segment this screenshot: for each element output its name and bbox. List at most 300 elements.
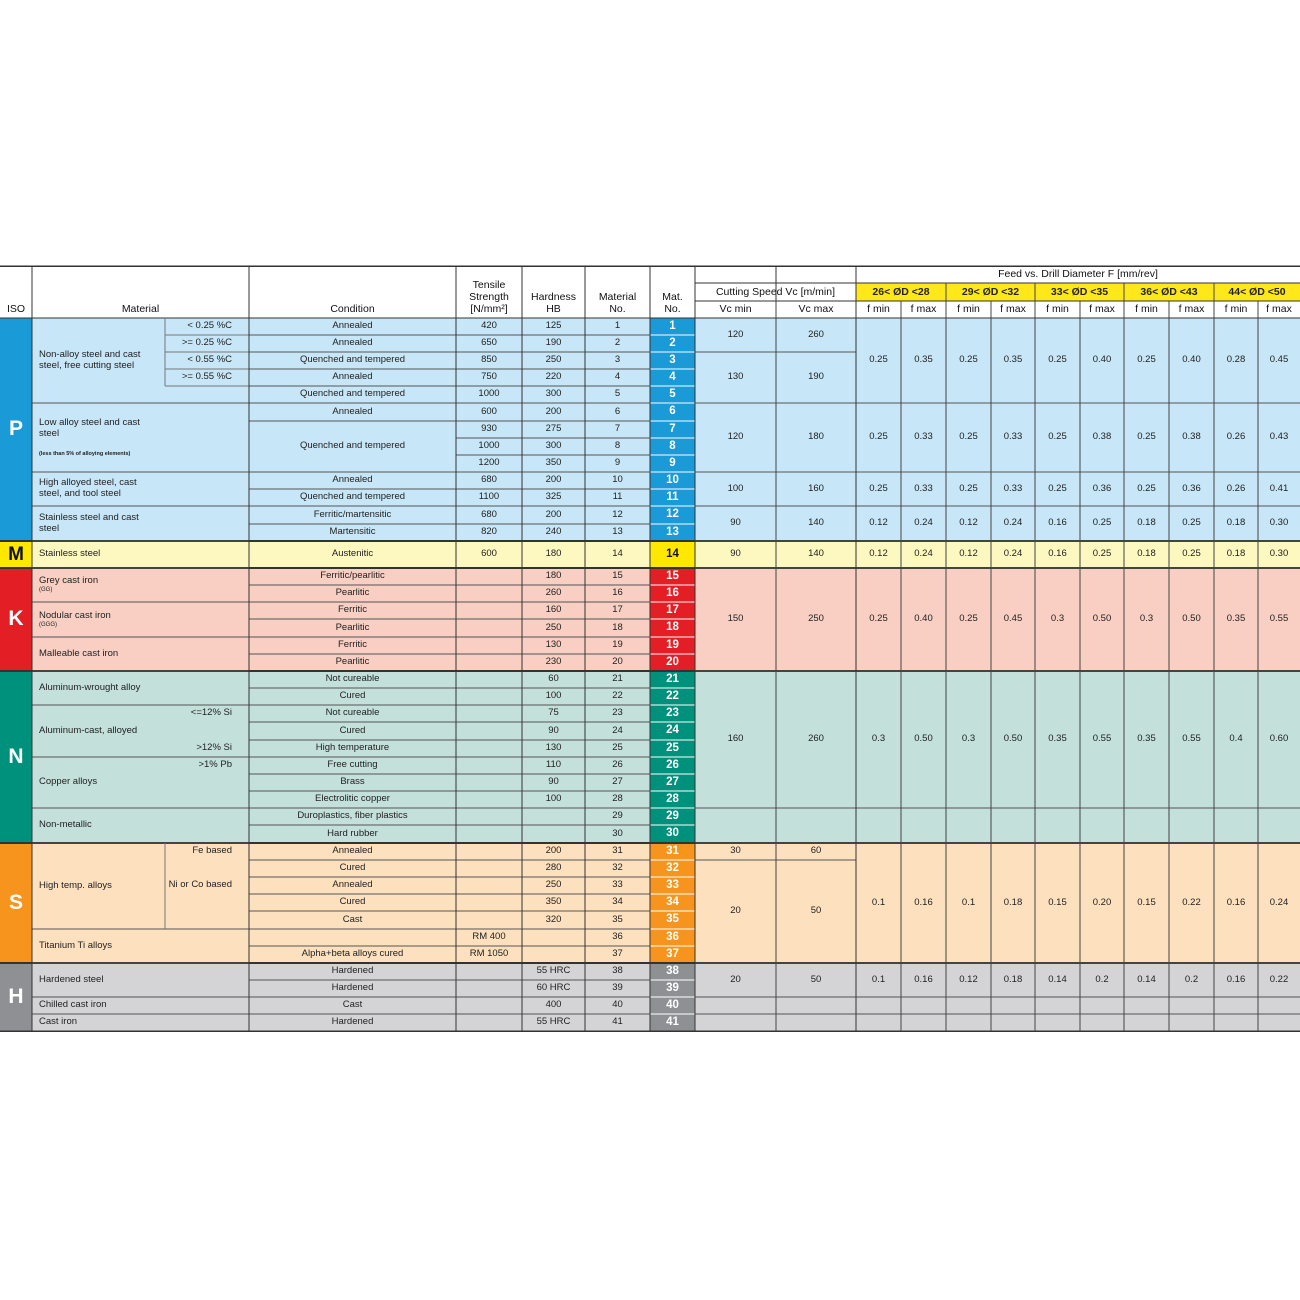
hardness-cell: 200 bbox=[545, 845, 562, 857]
f-min-cell: 0.1 bbox=[871, 896, 886, 908]
f-min-cell: 0.18 bbox=[1226, 517, 1246, 529]
vc-min-cell: 120 bbox=[727, 431, 744, 443]
condition-cell: Cured bbox=[339, 724, 366, 736]
f-min-cell: 0.25 bbox=[1137, 431, 1156, 443]
f-min-cell: 0.28 bbox=[1226, 354, 1246, 366]
f-max-cell: 0.24 bbox=[914, 517, 933, 529]
tensile-strength-cell: 650 bbox=[481, 337, 497, 349]
hardness-cell: 200 bbox=[545, 405, 562, 417]
material-cell bbox=[32, 808, 160, 843]
material-cell bbox=[32, 637, 249, 671]
mat-no-badge: 3 bbox=[650, 352, 695, 369]
f-max-cell: 0.24 bbox=[1269, 896, 1289, 908]
f-min-cell: 0.12 bbox=[869, 548, 888, 560]
material-no-cell: 29 bbox=[612, 810, 623, 822]
f-min-cell: 0.25 bbox=[869, 431, 888, 443]
f-min-cell: 0.12 bbox=[959, 548, 978, 560]
mat-no-badge: 18 bbox=[650, 619, 695, 637]
mat-no-badge: 38 bbox=[650, 963, 695, 980]
material-label: Aluminum-cast, alloyed bbox=[39, 724, 138, 736]
material-label: Non-metallic bbox=[39, 819, 92, 831]
sub-condition: >= 0.55 %C bbox=[181, 371, 232, 383]
f-min-cell: 0.18 bbox=[1137, 517, 1156, 529]
vc-min-cell: 90 bbox=[730, 517, 741, 529]
header-f-min: f min bbox=[957, 303, 980, 316]
header-f-min: f min bbox=[1046, 303, 1069, 316]
condition-cell: Hard rubber bbox=[327, 827, 378, 839]
vc-max-cell: 180 bbox=[808, 431, 824, 443]
material-no-cell: 30 bbox=[612, 827, 623, 839]
vc-min-cell: 150 bbox=[727, 613, 744, 625]
mat-no-badge: 19 bbox=[650, 637, 695, 654]
f-min-cell: 0.35 bbox=[1226, 613, 1246, 625]
f-max-cell: 0.33 bbox=[1003, 482, 1023, 494]
mat-no-badge: 10 bbox=[650, 472, 695, 489]
material-label: Chilled cast iron bbox=[39, 999, 107, 1011]
f-min-cell: 0.3 bbox=[871, 733, 886, 745]
hardness-cell: 180 bbox=[545, 548, 562, 560]
vc-max-cell: 260 bbox=[808, 733, 824, 745]
material-no-cell: 14 bbox=[612, 548, 623, 560]
header-feed: Feed vs. Drill Diameter F [mm/rev] bbox=[998, 268, 1158, 281]
f-min-cell: 0.3 bbox=[1139, 613, 1154, 625]
hardness-cell: 60 bbox=[548, 673, 559, 685]
material-label: Grey cast iron bbox=[39, 575, 99, 587]
vc-min-cell: 160 bbox=[727, 733, 744, 745]
f-max-cell: 0.18 bbox=[1003, 973, 1023, 985]
mat-no-badge: 28 bbox=[650, 791, 695, 808]
header-f-max: f max bbox=[1000, 303, 1026, 316]
condition-cell: Quenched and tempered bbox=[299, 354, 406, 366]
material-label: Stainless steel bbox=[39, 548, 101, 560]
hardness-cell: 300 bbox=[545, 388, 562, 400]
tensile-strength-cell: 1000 bbox=[478, 440, 500, 452]
vc-min-cell: 130 bbox=[727, 371, 744, 383]
material-cell bbox=[32, 602, 249, 637]
material-label: High temp. alloys bbox=[39, 879, 112, 891]
mat-no-badge: 8 bbox=[650, 438, 695, 455]
material-no-cell: 1 bbox=[614, 320, 621, 332]
f-max-cell: 0.22 bbox=[1269, 973, 1289, 985]
vc-max-cell: 50 bbox=[810, 905, 822, 917]
header-diameter-range: 29< ØD <32 bbox=[946, 283, 1035, 301]
f-max-cell: 0.2 bbox=[1095, 973, 1109, 985]
condition-cell: Martensitic bbox=[329, 526, 376, 538]
material-label: High alloyed steel, cast steel, and tool steel bbox=[39, 477, 137, 499]
hardness-cell: 160 bbox=[545, 604, 562, 616]
f-min-cell: 0.3 bbox=[1050, 613, 1065, 625]
header-condition: Condition bbox=[330, 302, 375, 315]
tensile-strength-cell: 420 bbox=[481, 320, 497, 332]
f-max-cell: 0.16 bbox=[914, 973, 933, 985]
mat-no-badge: 21 bbox=[650, 671, 695, 688]
hardness-cell: 275 bbox=[545, 423, 562, 435]
mat-no-badge: 22 bbox=[650, 688, 695, 705]
f-max-cell: 0.36 bbox=[1092, 482, 1112, 494]
hardness-cell: 200 bbox=[545, 508, 562, 520]
header-cutting-speed: Cutting Speed Vc [m/min] bbox=[715, 285, 836, 298]
material-label: Hardened steel bbox=[39, 973, 104, 985]
f-max-cell: 0.18 bbox=[1003, 896, 1023, 908]
f-max-cell: 0.60 bbox=[1269, 733, 1289, 745]
header-vc-min: Vc min bbox=[719, 303, 752, 316]
header-tensile-strength bbox=[456, 266, 522, 318]
sub-condition: >12% Si bbox=[196, 742, 232, 754]
f-min-cell: 0.25 bbox=[869, 354, 888, 366]
material-no-cell: 28 bbox=[612, 793, 623, 805]
f-max-cell: 0.25 bbox=[1182, 548, 1201, 560]
hardness-cell: 325 bbox=[545, 491, 562, 503]
material-no-cell: 40 bbox=[612, 999, 623, 1011]
material-no-cell: 23 bbox=[612, 707, 623, 719]
f-max-cell: 0.55 bbox=[1182, 733, 1201, 745]
vc-min-cell: 20 bbox=[730, 905, 741, 917]
hardness-cell: 280 bbox=[545, 862, 562, 874]
material-no-cell: 18 bbox=[612, 621, 623, 633]
header-diameter-range: 44< ØD <50 bbox=[1214, 283, 1300, 301]
condition-cell: Hardened bbox=[331, 1016, 374, 1028]
f-min-cell: 0.25 bbox=[1137, 354, 1156, 366]
condition-cell: Annealed bbox=[332, 474, 373, 486]
material-cell bbox=[32, 705, 160, 757]
header-f-max: f max bbox=[1178, 303, 1205, 316]
f-max-cell: 0.40 bbox=[1092, 354, 1112, 366]
header-f-max: f max bbox=[1266, 303, 1292, 316]
f-min-cell: 0.1 bbox=[961, 896, 976, 908]
header-mat-no: Mat. No. bbox=[662, 290, 683, 315]
vc-max-cell: 140 bbox=[808, 517, 824, 529]
hardness-cell: 220 bbox=[545, 371, 562, 383]
material-note: (less than 5% of alloying elements) bbox=[39, 450, 131, 457]
condition-cell: Not cureable bbox=[325, 673, 380, 685]
f-max-cell: 0.22 bbox=[1182, 896, 1201, 908]
material-no-cell: 20 bbox=[612, 656, 623, 668]
tensile-strength-cell: 1100 bbox=[478, 491, 500, 503]
material-no-cell: 3 bbox=[614, 354, 621, 366]
header-tensile-text: Tensile Strength [N/mm²] bbox=[469, 278, 509, 315]
tensile-strength-cell: 1200 bbox=[478, 457, 500, 469]
f-min-cell: 0.25 bbox=[959, 431, 978, 443]
f-min-cell: 0.12 bbox=[959, 973, 978, 985]
header-material: Material bbox=[121, 302, 160, 315]
mat-no-badge: 32 bbox=[650, 860, 695, 877]
material-no-cell: 37 bbox=[612, 948, 623, 960]
material-no-cell: 33 bbox=[612, 879, 623, 891]
hardness-cell: 130 bbox=[545, 639, 562, 651]
f-min-cell: 0.25 bbox=[1048, 431, 1067, 443]
mat-no-badge: 30 bbox=[650, 825, 695, 843]
material-no-cell: 12 bbox=[612, 508, 623, 520]
hardness-cell: 110 bbox=[545, 759, 562, 771]
material-no-cell: 11 bbox=[612, 491, 623, 503]
condition-cell: Quenched and tempered bbox=[299, 491, 406, 503]
material-no-cell: 41 bbox=[612, 1016, 623, 1028]
material-cell bbox=[32, 671, 249, 705]
condition-cell: Cured bbox=[339, 896, 366, 908]
material-no-cell: 19 bbox=[612, 639, 623, 651]
mat-no-badge: 41 bbox=[650, 1014, 695, 1031]
material-no-cell: 24 bbox=[612, 724, 623, 736]
material-no-cell: 35 bbox=[612, 913, 623, 925]
condition-cell: Not cureable bbox=[325, 707, 380, 719]
tensile-strength-cell: 750 bbox=[481, 371, 497, 383]
material-no-cell: 22 bbox=[612, 690, 623, 702]
vc-min-cell: 90 bbox=[730, 548, 741, 560]
hardness-cell: 400 bbox=[545, 999, 562, 1011]
condition-cell: Cured bbox=[339, 862, 366, 874]
f-max-cell: 0.38 bbox=[1182, 431, 1201, 443]
vc-max-cell: 50 bbox=[810, 973, 822, 985]
material-cell bbox=[32, 506, 160, 541]
material-no-cell: 34 bbox=[612, 896, 623, 908]
condition-cell: Ferritic bbox=[337, 639, 368, 651]
f-max-cell: 0.35 bbox=[1003, 354, 1023, 366]
f-min-cell: 0.18 bbox=[1226, 548, 1246, 560]
condition-cell: Annealed bbox=[332, 320, 373, 332]
material-cell bbox=[32, 568, 249, 602]
f-max-cell: 0.33 bbox=[1003, 431, 1023, 443]
mat-no-badge: 34 bbox=[650, 894, 695, 911]
f-min-cell: 0.12 bbox=[869, 517, 888, 529]
hardness-cell: 190 bbox=[545, 337, 562, 349]
material-cell bbox=[32, 963, 249, 997]
tensile-strength-cell: 600 bbox=[481, 405, 497, 417]
sub-condition: < 0.25 %C bbox=[187, 320, 232, 332]
f-max-cell: 0.24 bbox=[1003, 548, 1023, 560]
f-max-cell: 0.40 bbox=[1182, 354, 1201, 366]
mat-no-badge: 14 bbox=[650, 541, 695, 568]
tensile-strength-cell: 930 bbox=[481, 423, 497, 435]
header-f-min: f min bbox=[1135, 303, 1158, 316]
f-max-cell: 0.25 bbox=[1182, 517, 1201, 529]
hardness-cell: 180 bbox=[545, 570, 562, 582]
material-no-cell: 38 bbox=[612, 965, 623, 977]
f-max-cell: 0.36 bbox=[1182, 482, 1201, 494]
condition-cell: Quenched and tempered bbox=[299, 388, 406, 400]
condition-cell: Alpha+beta alloys cured bbox=[301, 948, 404, 960]
f-min-cell: 0.14 bbox=[1048, 973, 1067, 985]
condition-cell: Hardened bbox=[331, 965, 374, 977]
hardness-cell: 100 bbox=[545, 690, 562, 702]
hardness-cell: 90 bbox=[548, 776, 559, 788]
hardness-cell: 250 bbox=[545, 354, 562, 366]
vc-max-cell: 190 bbox=[808, 371, 824, 383]
f-min-cell: 0.25 bbox=[959, 482, 978, 494]
tensile-strength-cell: 1000 bbox=[478, 388, 500, 400]
f-max-cell: 0.30 bbox=[1269, 548, 1289, 560]
mat-no-badge: 40 bbox=[650, 997, 695, 1014]
mat-no-badge: 37 bbox=[650, 946, 695, 963]
mat-no-badge: 7 bbox=[650, 421, 695, 438]
condition-cell: Hardened bbox=[331, 982, 374, 994]
material-label: Low alloy steel and cast steel bbox=[39, 416, 140, 439]
condition-cell: Pearlitic bbox=[335, 587, 370, 599]
material-cell bbox=[32, 843, 160, 929]
f-min-cell: 0.16 bbox=[1226, 973, 1246, 985]
f-min-cell: 0.25 bbox=[869, 613, 888, 625]
mat-no-badge: 27 bbox=[650, 774, 695, 791]
material-cell bbox=[32, 997, 249, 1014]
material-no-cell: 6 bbox=[614, 405, 621, 417]
iso-group-k: K bbox=[0, 568, 32, 671]
f-max-cell: 0.45 bbox=[1269, 354, 1289, 366]
header-f-max: f max bbox=[1089, 303, 1115, 316]
material-no-cell: 15 bbox=[612, 570, 623, 582]
iso-group-m: M bbox=[0, 541, 32, 568]
hardness-cell: 125 bbox=[545, 320, 562, 332]
sub-condition: >= 0.25 %C bbox=[181, 337, 232, 349]
material-no-cell: 17 bbox=[612, 604, 623, 616]
iso-group-h: H bbox=[0, 963, 32, 1031]
hardness-cell: 240 bbox=[545, 526, 562, 538]
material-label: Stainless steel and cast steel bbox=[39, 511, 139, 534]
material-cell bbox=[32, 929, 249, 963]
condition-cell: Annealed bbox=[332, 879, 373, 891]
vc-max-cell: 250 bbox=[808, 613, 824, 625]
mat-no-badge: 12 bbox=[650, 506, 695, 524]
iso-group-n: N bbox=[0, 671, 32, 843]
f-max-cell: 0.45 bbox=[1003, 613, 1023, 625]
mat-no-badge: 16 bbox=[650, 585, 695, 602]
f-min-cell: 0.35 bbox=[1048, 733, 1067, 745]
material-note: (GGG) bbox=[39, 621, 57, 628]
mat-no-badge: 4 bbox=[650, 369, 695, 386]
f-min-cell: 0.16 bbox=[1048, 548, 1067, 560]
f-max-cell: 0.41 bbox=[1269, 482, 1289, 494]
condition-cell: Quenched and tempered bbox=[299, 440, 406, 452]
header-f-max: f max bbox=[910, 303, 937, 316]
iso-group-p: P bbox=[0, 318, 32, 541]
material-label: Titanium Ti alloys bbox=[39, 939, 113, 951]
condition-cell: Free cutting bbox=[327, 759, 378, 771]
f-max-cell: 0.16 bbox=[914, 896, 933, 908]
mat-no-badge: 11 bbox=[650, 489, 695, 506]
header-iso: ISO bbox=[6, 302, 26, 315]
f-min-cell: 0.15 bbox=[1048, 896, 1067, 908]
header-vc-max: Vc max bbox=[798, 303, 834, 316]
material-no-cell: 13 bbox=[612, 526, 623, 538]
material-no-cell: 16 bbox=[612, 587, 623, 599]
f-max-cell: 0.25 bbox=[1092, 517, 1112, 529]
material-no-cell: 8 bbox=[614, 440, 621, 452]
condition-cell: Ferritic/pearlitic bbox=[320, 570, 385, 582]
condition-cell: Pearlitic bbox=[335, 656, 370, 668]
material-no-cell: 32 bbox=[612, 862, 623, 874]
material-label: Non-alloy steel and cast steel, free cutting steel bbox=[39, 348, 141, 371]
hardness-cell: 250 bbox=[545, 621, 562, 633]
f-min-cell: 0.25 bbox=[1137, 482, 1156, 494]
f-max-cell: 0.30 bbox=[1269, 517, 1289, 529]
condition-cell: Annealed bbox=[332, 845, 373, 857]
mat-no-badge: 9 bbox=[650, 455, 695, 472]
material-no-cell: 36 bbox=[612, 931, 623, 943]
hardness-cell: 60 HRC bbox=[536, 982, 571, 994]
hardness-cell: 250 bbox=[545, 879, 562, 891]
material-cell bbox=[32, 403, 160, 472]
f-min-cell: 0.16 bbox=[1226, 896, 1246, 908]
material-no-cell: 7 bbox=[614, 423, 621, 435]
mat-no-badge: 29 bbox=[650, 808, 695, 825]
mat-no-badge: 13 bbox=[650, 524, 695, 541]
f-min-cell: 0.16 bbox=[1048, 517, 1067, 529]
mat-no-badge: 6 bbox=[650, 403, 695, 421]
condition-cell: Duroplastics, fiber plastics bbox=[297, 810, 408, 822]
sub-condition: Ni or Co based bbox=[168, 879, 232, 891]
material-cell bbox=[32, 318, 160, 403]
f-max-cell: 0.33 bbox=[914, 482, 933, 494]
header-diameter-range: 33< ØD <35 bbox=[1035, 283, 1124, 301]
condition-cell: Cast bbox=[342, 913, 363, 925]
condition-cell: Annealed bbox=[332, 371, 373, 383]
f-min-cell: 0.25 bbox=[959, 354, 978, 366]
material-label: Nodular cast iron bbox=[39, 609, 111, 621]
mat-no-badge: 31 bbox=[650, 843, 695, 860]
material-no-cell: 4 bbox=[614, 371, 621, 383]
header-diameter-range: 26< ØD <28 bbox=[856, 283, 946, 301]
material-cell bbox=[32, 1014, 249, 1031]
hardness-cell: 230 bbox=[545, 656, 562, 668]
condition-cell: Austenitic bbox=[331, 548, 374, 560]
mat-no-badge: 35 bbox=[650, 911, 695, 929]
sub-condition: < 0.55 %C bbox=[187, 354, 232, 366]
f-min-cell: 0.1 bbox=[871, 973, 886, 985]
sub-condition: <=12% Si bbox=[190, 707, 232, 719]
vc-max-cell: 160 bbox=[808, 482, 824, 494]
mat-no-badge: 25 bbox=[650, 740, 695, 757]
f-max-cell: 0.20 bbox=[1092, 896, 1112, 908]
f-max-cell: 0.40 bbox=[914, 613, 933, 625]
f-max-cell: 0.25 bbox=[1092, 548, 1112, 560]
material-no-cell: 39 bbox=[612, 982, 623, 994]
material-label: Copper alloys bbox=[39, 776, 98, 788]
material-no-cell: 5 bbox=[614, 388, 621, 400]
mat-no-badge: 5 bbox=[650, 386, 695, 403]
material-no-cell: 9 bbox=[614, 457, 621, 469]
material-no-cell: 10 bbox=[612, 474, 623, 486]
condition-cell: High temperature bbox=[315, 742, 390, 754]
condition-cell: Annealed bbox=[332, 337, 373, 349]
f-min-cell: 0.25 bbox=[869, 482, 888, 494]
condition-cell: Ferritic/martensitic bbox=[313, 508, 392, 520]
material-label: Malleable cast iron bbox=[39, 647, 119, 659]
hardness-cell: 75 bbox=[548, 707, 559, 719]
material-no-cell: 21 bbox=[612, 673, 623, 685]
mat-no-badge: 26 bbox=[650, 757, 695, 774]
hardness-cell: 55 HRC bbox=[536, 965, 571, 977]
vc-max-cell: 140 bbox=[808, 548, 824, 560]
mat-no-badge: 2 bbox=[650, 335, 695, 352]
material-note: (GG) bbox=[39, 587, 53, 594]
f-max-cell: 0.33 bbox=[914, 431, 933, 443]
material-cell bbox=[32, 472, 160, 506]
mat-no-badge: 24 bbox=[650, 722, 695, 740]
material-cell bbox=[32, 541, 249, 568]
tensile-strength-cell: 680 bbox=[481, 474, 497, 486]
hardness-cell: 55 HRC bbox=[536, 1016, 571, 1028]
condition-cell: Electrolitic copper bbox=[315, 793, 390, 805]
hardness-cell: 90 bbox=[548, 724, 559, 736]
f-max-cell: 0.24 bbox=[1003, 517, 1023, 529]
f-min-cell: 0.12 bbox=[959, 517, 978, 529]
f-max-cell: 0.38 bbox=[1092, 431, 1112, 443]
tensile-strength-cell: 680 bbox=[481, 508, 497, 520]
mat-no-badge: 36 bbox=[650, 929, 695, 946]
mat-no-badge: 39 bbox=[650, 980, 695, 997]
f-min-cell: 0.3 bbox=[961, 733, 976, 745]
f-max-cell: 0.43 bbox=[1269, 431, 1289, 443]
condition-cell: Cast bbox=[342, 999, 363, 1011]
f-max-cell: 0.50 bbox=[1003, 733, 1023, 745]
